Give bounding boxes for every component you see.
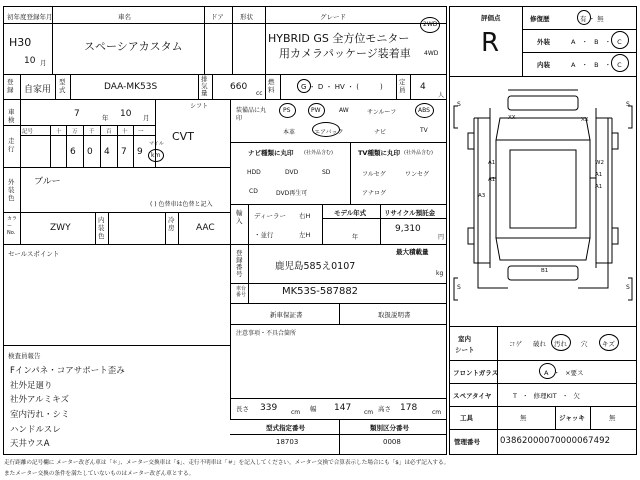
kg-unit: kg: [436, 270, 444, 277]
category-no-value: 0008: [383, 438, 401, 446]
equip-sunroof: サンルーフ: [367, 109, 397, 116]
model-year-unit: 年: [352, 234, 359, 241]
seat-item: 穴: [581, 340, 588, 348]
front-glass-options: A ・ ×要ス: [544, 369, 584, 377]
navi-title: ナビ種類に丸印: [248, 149, 294, 157]
interior-seat-label-1: 室内: [458, 335, 471, 343]
sales-point-label: セールスポイント: [8, 250, 60, 258]
spare-tire-options: T ・ 修理KIT ・ 欠: [513, 392, 580, 400]
tv-sub: (社外品含む): [404, 150, 433, 156]
inspector-note: 社外足廻り: [10, 381, 53, 391]
recycle-unit: 円: [438, 234, 445, 241]
reg-year-label: 初年度登録年月: [7, 13, 53, 21]
footer-note-2: またメーター交換の条件を満たしていないものはメーター改ざん車とする。: [4, 471, 195, 477]
height-label: 高さ: [378, 405, 391, 413]
recycle-value: 9,310: [395, 224, 421, 234]
grade-line1: HYBRID GS 全方位モニター: [268, 32, 410, 45]
category-no-label: 類別区分番号: [370, 424, 409, 432]
diagram-mark: XX: [581, 117, 589, 123]
notes-label: 注意事項・不具合箇所: [236, 330, 297, 337]
exterior-color-value: ブルー: [34, 177, 61, 187]
divider: [204, 6, 205, 74]
tv-title: TV種類に丸印: [358, 149, 400, 157]
grade-label: グレード: [320, 13, 346, 21]
height-cm: cm: [432, 409, 442, 416]
inspection-month: 10: [120, 109, 132, 119]
navi-sub: (社外品含む): [304, 150, 333, 156]
footer-note-1: 走行距離の記号欄に メーター改ざん車は「＊」、メーター交換車は「$」、走行不明車は「＃」を記入してください。メーター交換で合算表示した場合にも「$」は必ず記入する。: [4, 460, 450, 466]
diagram-mark: XX: [508, 115, 516, 121]
diagram-mark: B1: [541, 268, 549, 274]
car-damage-diagram: [450, 78, 636, 326]
divider: [265, 6, 266, 74]
repair-label: 修復歴: [530, 15, 550, 23]
seat-item: コゲ: [509, 340, 522, 348]
seat-item: 破れ: [533, 340, 546, 348]
navi-dvd: DVD: [285, 169, 299, 176]
mileage-unit-hyaku: 百: [106, 129, 112, 135]
model-year-label: モデル年式: [334, 209, 367, 217]
divider: [232, 6, 233, 74]
reg-year-value: H30: [9, 36, 32, 49]
fuel-options: G ・ D ・ HV ・ ( ): [301, 83, 383, 91]
inspector-note: ハンドルスレ: [10, 425, 61, 435]
mileage-digit: 9: [137, 147, 143, 157]
divider: [3, 23, 447, 24]
diagram-mark: A3: [478, 193, 486, 199]
jack-value: 無: [609, 414, 616, 422]
cc-unit: cc: [256, 90, 263, 97]
inspector-note: 天井ウスA: [10, 439, 50, 449]
reg-number-value: 鹿児島585え0107: [275, 261, 356, 272]
equip-navi: ナビ: [374, 129, 387, 136]
diagram-mark: A1: [488, 160, 496, 166]
interior-color-label: 内装色: [98, 216, 105, 240]
equip-pw: PW: [311, 107, 321, 114]
length-value: 339: [260, 403, 278, 413]
score-label: 評価点: [481, 14, 501, 22]
new-warranty-label: 新車保証書: [270, 311, 303, 319]
recycle-label: リサイクル預託金: [384, 209, 436, 217]
inspector-note: Fインパネ・コアサポート歪み: [10, 366, 125, 376]
interior-seat-label-2: シート: [455, 346, 475, 354]
front-glass-label: フロントガラス: [453, 369, 499, 377]
reg-month-unit: 月: [40, 59, 47, 67]
type-no-value: 18703: [276, 438, 299, 446]
chassis-label: 車台番号: [236, 286, 247, 298]
exterior-grade-options: A ・ B ・ C: [571, 38, 622, 46]
diagram-mark: A1: [595, 184, 603, 190]
fuel-label: 燃料: [268, 78, 275, 94]
navi-dvd-play: DVD再生可: [276, 190, 308, 197]
tv-fullseg: フルセグ: [362, 171, 386, 178]
diagram-mark: S: [457, 101, 461, 108]
repair-options: 有 ・ 無: [580, 15, 604, 23]
shape-label: 形状: [240, 13, 253, 21]
color-no-value: ZWY: [50, 223, 71, 233]
length-cm: cm: [291, 409, 301, 416]
reg-month-value: 10: [24, 56, 36, 66]
diagram-mark: W2: [595, 160, 604, 166]
car-name-label: 車名: [118, 13, 131, 21]
interior-grade-label: 内装: [537, 61, 550, 69]
displacement-label: 排気量: [201, 75, 208, 97]
reg-type-label: 登録: [7, 78, 14, 94]
management-number: 03862000070000067492: [500, 436, 611, 446]
mileage-unit-ju: 十: [122, 129, 128, 135]
type-no-label: 型式指定番号: [266, 424, 305, 432]
inspector-note: 社外アルミキズ: [10, 395, 69, 405]
width-value: 147: [334, 403, 352, 413]
equip-tv: TV: [420, 127, 428, 134]
displacement-value: 660: [230, 82, 248, 92]
model-value: DAA-MK53S: [104, 82, 158, 92]
ac-value: AAC: [196, 223, 215, 233]
capacity-label: 定員: [399, 78, 406, 94]
inspector-note: 室内汚れ・シミ: [10, 410, 70, 420]
manual-label: 取扱説明書: [378, 311, 411, 319]
model-label: 型式: [59, 78, 66, 94]
mileage-unit-10man: 十: [56, 129, 62, 135]
mileage-digit: 6: [70, 147, 76, 157]
mileage-mile-unit: マイル: [149, 141, 164, 147]
diagram-mark: S: [626, 284, 630, 291]
grade-line2: 用カメラパッケージ装着車: [279, 47, 411, 60]
mileage-unit-man: 万: [72, 129, 78, 135]
divider: [230, 99, 231, 419]
equipment-label: 装備品に丸印: [236, 107, 267, 122]
inspection-label: 車検: [8, 108, 15, 124]
mileage-unit-ichi: 一: [138, 129, 144, 135]
mileage-label: 走行: [8, 137, 15, 153]
mileage-digit: 7: [121, 147, 127, 157]
height-value: 178: [400, 403, 418, 413]
shift-label: シフト: [190, 103, 209, 110]
divider: [3, 99, 447, 100]
capacity-unit: 人: [438, 92, 445, 99]
usage-value: 自家用: [24, 85, 52, 95]
inspection-year: 7: [74, 109, 80, 119]
drive-4wd: 4WD: [424, 50, 439, 57]
chassis-value: MK53S-587882: [282, 286, 359, 297]
color-change-note: ( ) 色替車は色替と記入: [150, 201, 213, 208]
seat-item: 汚れ: [554, 340, 567, 348]
interior-grade-options: A ・ B ・ C: [571, 61, 622, 69]
equip-abs: ABS: [418, 107, 430, 114]
mileage-unit-symbol: 記号: [22, 129, 34, 135]
width-label: 幅: [310, 405, 317, 413]
diagram-mark: A1: [488, 177, 496, 183]
exterior-grade-label: 外装: [537, 38, 550, 46]
door-label: ドア: [211, 13, 224, 21]
capacity-value: 4: [420, 82, 426, 92]
max-load-label: 最大積載量: [396, 248, 429, 256]
score-value: R: [481, 28, 500, 58]
reg-number-label: 登録番号: [236, 249, 243, 278]
navi-sd: SD: [322, 169, 331, 176]
navi-cd: CD: [249, 188, 258, 195]
equip-ps: PS: [283, 107, 291, 114]
tools-value: 無: [520, 414, 527, 422]
jack-label: ジャッキ: [559, 414, 585, 422]
width-cm: cm: [364, 409, 374, 416]
diagram-mark: A1: [595, 172, 603, 178]
mileage-digit: 4: [104, 147, 110, 157]
import-label: 輸入: [236, 209, 243, 225]
diagram-mark: S: [457, 284, 461, 291]
import-parallel: ・並行: [254, 231, 274, 239]
right-hand: 右H: [299, 212, 311, 220]
exterior-color-label: 外装色: [8, 178, 15, 202]
length-label: 長さ: [236, 405, 249, 413]
car-name-value: スペーシアカスタム: [84, 40, 183, 53]
tv-oneseg: ワンセグ: [405, 171, 430, 178]
seat-item: キズ: [602, 340, 615, 348]
import-dealer: ディーラー: [254, 212, 286, 220]
ac-label: 冷房: [168, 216, 175, 232]
navi-hdd: HDD: [247, 169, 261, 176]
left-hand: 左H: [299, 231, 311, 239]
mileage-unit-sen: 千: [89, 129, 95, 135]
diagram-mark: S: [626, 101, 630, 108]
equip-leather: 本革: [283, 129, 296, 136]
inspector-report-label: 検査員報告: [8, 352, 41, 360]
spare-tire-label: スペアタイヤ: [453, 392, 492, 400]
color-no-label: カラーNo.: [7, 216, 18, 236]
inspection-month-unit: 月: [143, 114, 150, 122]
tools-label: 工具: [460, 414, 473, 422]
drive-2wd: 2WD: [423, 21, 438, 28]
equip-aw: AW: [339, 107, 349, 114]
mileage-digit: 0: [87, 147, 93, 157]
shift-value: CVT: [172, 130, 194, 143]
equip-airbag: エアバック: [314, 129, 344, 136]
management-label: 管理番号: [454, 438, 480, 446]
tv-analog: アナログ: [362, 190, 387, 197]
inspection-year-unit: 年: [102, 114, 109, 122]
mileage-km-unit: km: [151, 152, 161, 159]
